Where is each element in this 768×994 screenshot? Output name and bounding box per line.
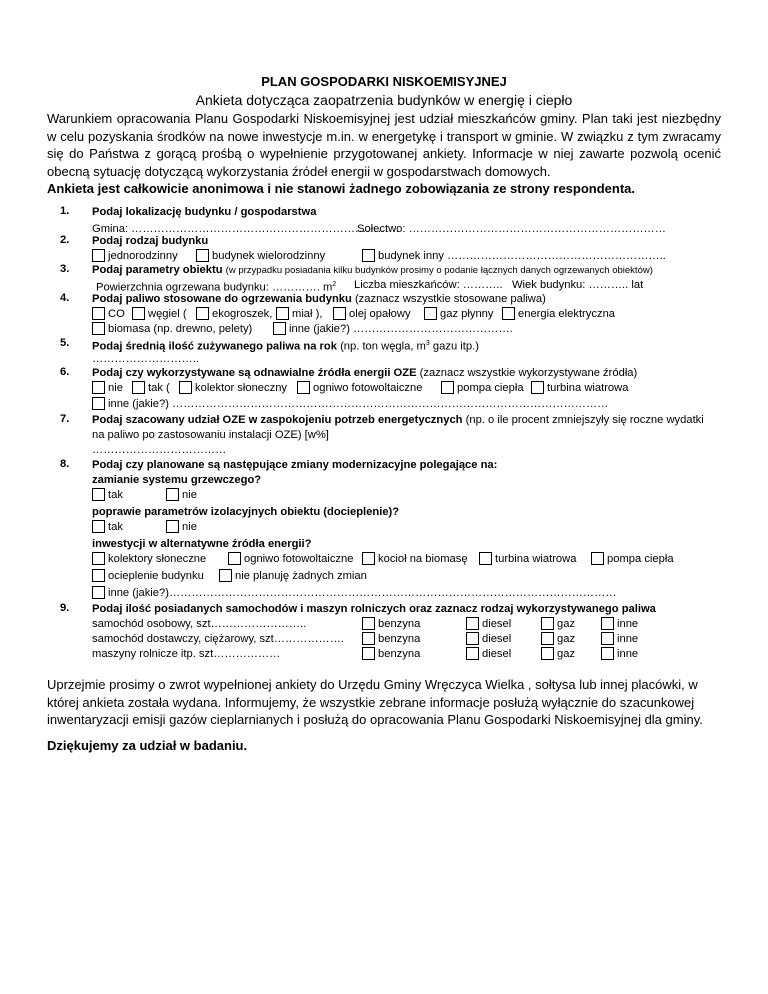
q2-jednorodzinny-checkbox[interactable] <box>92 249 105 262</box>
q9-inne-label: inne <box>617 618 639 630</box>
q9-osobowy-gaz-checkbox[interactable] <box>541 617 554 630</box>
q2-opt1-label: jednorodzinny <box>108 250 178 262</box>
q4-olej-checkbox[interactable] <box>333 307 346 320</box>
q4-inne-checkbox[interactable] <box>273 322 286 335</box>
q5-note: (np. ton węgla, m <box>340 340 426 353</box>
q6-nie-label: nie <box>108 382 123 394</box>
q4-number: 4. <box>60 292 70 304</box>
q6-turbina-label: turbina wiatrowa <box>547 382 629 394</box>
q4-energia-checkbox[interactable] <box>502 307 515 320</box>
q8-ocieplenie-checkbox[interactable] <box>92 569 105 582</box>
q9-dostawczy-gaz-checkbox[interactable] <box>541 632 554 645</box>
q6-tak-checkbox[interactable] <box>132 381 145 394</box>
q8-kolektory-label: kolektory słoneczne <box>108 553 207 565</box>
q9-row-dostawczy[interactable]: samochód dostawczy, ciężarowy, szt………………. <box>92 633 344 645</box>
q9-maszyny-gaz-checkbox[interactable] <box>541 647 554 660</box>
q4-gaz-checkbox[interactable] <box>424 307 437 320</box>
intro-text: Warunkiem opracowania Planu Gospodarki Niskoemisyjnej jest udział mieszkańców gminy. Plan taki jest niezbędny w celu pozyskania środków na nowe inwestycje m.in. w energetykę i transport w gminie. W związku z tym zwracamy się do Państwa z gorącą prośbą o wypełnienie przygotowanej ankiety. Informacje w niej zawarte pozwolą ocenić obecną sytuację dotyczącą wykorzystania źródeł energii w gospodarstwach domowych. <box>47 111 721 179</box>
q4-inne-field[interactable]: inne (jakie?) ……………………………………. <box>289 323 513 335</box>
q9-gaz-label: gaz <box>557 618 576 630</box>
q8-kociol-checkbox[interactable] <box>362 552 375 565</box>
outro-paragraph: Uprzejmie prosimy o zwrot wypełnionej ankiety do Urzędu Gminy Wręczyca Wielka , sołtysa lub innej placówki, w której ankieta została wydana. Informujemy, że wszystkie zebrane informacje posłużą wyłącznie do szacunkowej inwentaryzacji emisji gazów cieplarnianych i posłużą do opracowania Planu Gospodarki Niskoemisyjnej dla gminy. <box>47 677 703 727</box>
q5-label: Podaj średnią ilość zużywanego paliwa na rok <box>92 340 337 353</box>
q9-osobowy-inne-checkbox[interactable] <box>601 617 614 630</box>
q8-pompa-label: pompa ciepła <box>607 553 674 565</box>
q3-area-unit-sup: 2 <box>332 281 337 288</box>
q8-pompa-checkbox[interactable] <box>591 552 604 565</box>
q8-label: Podaj czy planowane są następujące zmiany modernizacyjne polegające na: <box>92 459 498 471</box>
q9-diesel-label: diesel <box>482 633 512 645</box>
q9-benzyna-label: benzyna <box>378 618 421 630</box>
q9-row-maszyny[interactable]: maszyny rolnicze itp. szt……………… <box>92 648 281 660</box>
q4-olej-label: olej opałowy <box>349 308 411 320</box>
q8-kociol-label: kocioł na biomasę <box>378 553 468 565</box>
q4-ekogroszek-checkbox[interactable] <box>196 307 209 320</box>
q4-mial-checkbox[interactable] <box>276 307 289 320</box>
q8-sub2-nie-label: nie <box>182 521 197 533</box>
q9-inne-label: inne <box>617 633 639 645</box>
q1-label: Podaj lokalizację budynku / gospodarstwa <box>92 206 317 218</box>
q9-number: 9. <box>60 602 70 614</box>
q6-number: 6. <box>60 366 70 378</box>
q8-nieplanuje-label: nie planuję żadnych zmian <box>235 570 367 582</box>
q2-opt3-label[interactable]: budynek inny ………………………………………………….. <box>378 250 666 262</box>
q4-energia-label: energia elektryczna <box>518 308 616 320</box>
q3-note: (w przypadku posiadania kilku budynków prosimy o podanie łącznych danych ogrzewanych obiektów) <box>225 265 653 276</box>
thanks-text: Dziękujemy za udział w badaniu. <box>47 738 248 753</box>
q5-answer-field[interactable]: ……………………….. <box>92 353 199 365</box>
q8-sub1-label: zamianie systemu grzewczego? <box>92 474 262 486</box>
page-subtitle: Ankieta dotycząca zaopatrzenia budynków w energię i ciepło <box>195 92 573 108</box>
q5-number: 5. <box>60 337 70 349</box>
q9-row-osobowy[interactable]: samochód osobowy, szt…………………….. <box>92 618 307 630</box>
q9-osobowy-diesel-checkbox[interactable] <box>466 617 479 630</box>
q9-maszyny-inne-checkbox[interactable] <box>601 647 614 660</box>
q8-sub1-tak-label: tak <box>108 489 123 501</box>
q1-number: 1. <box>60 205 70 217</box>
q9-dostawczy-inne-checkbox[interactable] <box>601 632 614 645</box>
q8-sub2-label: poprawie parametrów izolacyjnych obiektu (docieplenie)? <box>92 506 400 518</box>
q8-kolektory-checkbox[interactable] <box>92 552 105 565</box>
q8-sub1-nie-label: nie <box>182 489 197 501</box>
q8-sub3-label: inwestycji w alternatywne źródła energii? <box>92 538 312 550</box>
q4-wegiel-label: węgiel ( <box>148 308 187 320</box>
q4-ekogroszek-label: ekogroszek, <box>212 308 273 320</box>
q8-number: 8. <box>60 458 70 470</box>
q9-gaz-label: gaz <box>557 633 576 645</box>
q1-gmina-field[interactable]: Gmina: ……………………………………………………………… <box>92 223 400 235</box>
q6-pompa-checkbox[interactable] <box>441 381 454 394</box>
q4-biomasa-label: biomasa (np. drewno, pelety) <box>108 323 253 335</box>
q9-osobowy-benzyna-checkbox[interactable] <box>362 617 375 630</box>
q6-kolektor-label: kolektor słoneczny <box>195 382 288 394</box>
q9-diesel-label: diesel <box>482 648 512 660</box>
q3-label: Podaj parametry obiektu <box>92 264 223 276</box>
q8-ocieplenie-label: ocieplenie budynku <box>108 570 204 582</box>
q6-tak-label: tak ( <box>148 382 170 394</box>
q6-kolektor-checkbox[interactable] <box>179 381 192 394</box>
q7-number: 7. <box>60 413 70 425</box>
q4-gaz-label: gaz płynny <box>440 308 494 320</box>
q6-turbina-checkbox[interactable] <box>531 381 544 394</box>
q4-wegiel-checkbox[interactable] <box>132 307 145 320</box>
q9-benzyna-label: benzyna <box>378 633 421 645</box>
q8-inne-field[interactable]: inne (jakie?)………………………………………………………………………………………………………… <box>108 587 617 599</box>
intro-paragraph <box>47 110 721 198</box>
q4-mial-label: miał ), <box>292 308 323 320</box>
q2-wielorodzinny-checkbox[interactable] <box>196 249 209 262</box>
q9-gaz-label: gaz <box>557 648 576 660</box>
q3-area-field[interactable]: Powierzchnia ogrzewana budynku: …………. m <box>96 281 333 294</box>
q1-solectwo-field[interactable]: Sołectwo: …………………………………………………………… <box>357 223 666 235</box>
q8-nieplanuje-checkbox[interactable] <box>219 569 232 582</box>
q7-answer-field[interactable]: ……………………………… <box>92 444 227 456</box>
q6-note: (zaznacz wszystkie wykorzystywane źródła) <box>419 367 638 379</box>
q9-maszyny-benzyna-checkbox[interactable] <box>362 647 375 660</box>
q8-sub2-tak-checkbox[interactable] <box>92 520 105 533</box>
q7-label: Podaj szacowany udział OZE w zaspokojeniu potrzeb energetycznych <box>92 414 463 426</box>
q8-turbina-label: turbina wiatrowa <box>495 553 577 565</box>
q2-opt2-label: budynek wielorodzinny <box>212 250 326 262</box>
q4-label: Podaj paliwo stosowane do ogrzewania budynku <box>92 293 352 305</box>
q9-diesel-label: diesel <box>482 618 512 630</box>
q7-note: (np. o ile procent zmniejszyły się roczne wydatki <box>465 414 704 426</box>
q2-number: 2. <box>60 234 70 246</box>
q6-nie-checkbox[interactable] <box>92 381 105 394</box>
q9-label: Podaj ilość posiadanych samochodów i maszyn rolniczych oraz zaznacz rodzaj wykorzystywanego paliwa <box>92 603 656 615</box>
q4-co-checkbox[interactable] <box>92 307 105 320</box>
q7-note2: na paliwo po zastosowaniu instalacji OZE) [w%] <box>92 429 329 441</box>
q4-co-label: CO <box>108 308 125 320</box>
q8-sub2-tak-label: tak <box>108 521 123 533</box>
q6-ogniwo-label: ogniwo fotowoltaiczne <box>313 382 423 394</box>
q6-inne-checkbox[interactable] <box>92 397 105 410</box>
q2-inny-checkbox[interactable] <box>362 249 375 262</box>
q9-inne-label: inne <box>617 648 639 660</box>
q8-sub1-tak-checkbox[interactable] <box>92 488 105 501</box>
q8-ogniwo-label: ogniwo fotowoltaiczne <box>244 553 354 565</box>
q6-label: Podaj czy wykorzystywane są odnawialne źródła energii OZE <box>92 367 417 379</box>
q8-inne-checkbox[interactable] <box>92 586 105 599</box>
q3-number: 3. <box>60 263 70 275</box>
q6-pompa-label: pompa ciepła <box>457 382 524 394</box>
intro-anonymous-note: Ankieta jest całkowicie anonimowa i nie stanowi żadnego zobowiązania ze strony respondenta. <box>47 181 636 196</box>
page-title: PLAN GOSPODARKI NISKOEMISYJNEJ <box>261 74 507 89</box>
q9-benzyna-label: benzyna <box>378 648 421 660</box>
q9-dostawczy-benzyna-checkbox[interactable] <box>362 632 375 645</box>
q4-note: (zaznacz wszystkie stosowane paliwa) <box>354 293 546 305</box>
q9-dostawczy-diesel-checkbox[interactable] <box>466 632 479 645</box>
q8-turbina-checkbox[interactable] <box>479 552 492 565</box>
q8-sub2-nie-checkbox[interactable] <box>166 520 179 533</box>
q6-inne-field[interactable]: inne (jakie?) ……………………………………………………………………………………………………… <box>108 398 609 410</box>
q9-maszyny-diesel-checkbox[interactable] <box>466 647 479 660</box>
q8-ogniwo-checkbox[interactable] <box>228 552 241 565</box>
q4-biomasa-checkbox[interactable] <box>92 322 105 335</box>
q2-label: Podaj rodzaj budynku <box>92 235 209 247</box>
q8-sub1-nie-checkbox[interactable] <box>166 488 179 501</box>
q6-ogniwo-checkbox[interactable] <box>297 381 310 394</box>
q3-residents-field[interactable]: Liczba mieszkańców: ……….. <box>354 279 503 291</box>
q5-note-sup: 3 <box>425 340 430 347</box>
q3-age-field[interactable]: Wiek budynku: ……….. lat <box>512 279 644 291</box>
q5-note-end: gazu itp.) <box>432 340 479 353</box>
